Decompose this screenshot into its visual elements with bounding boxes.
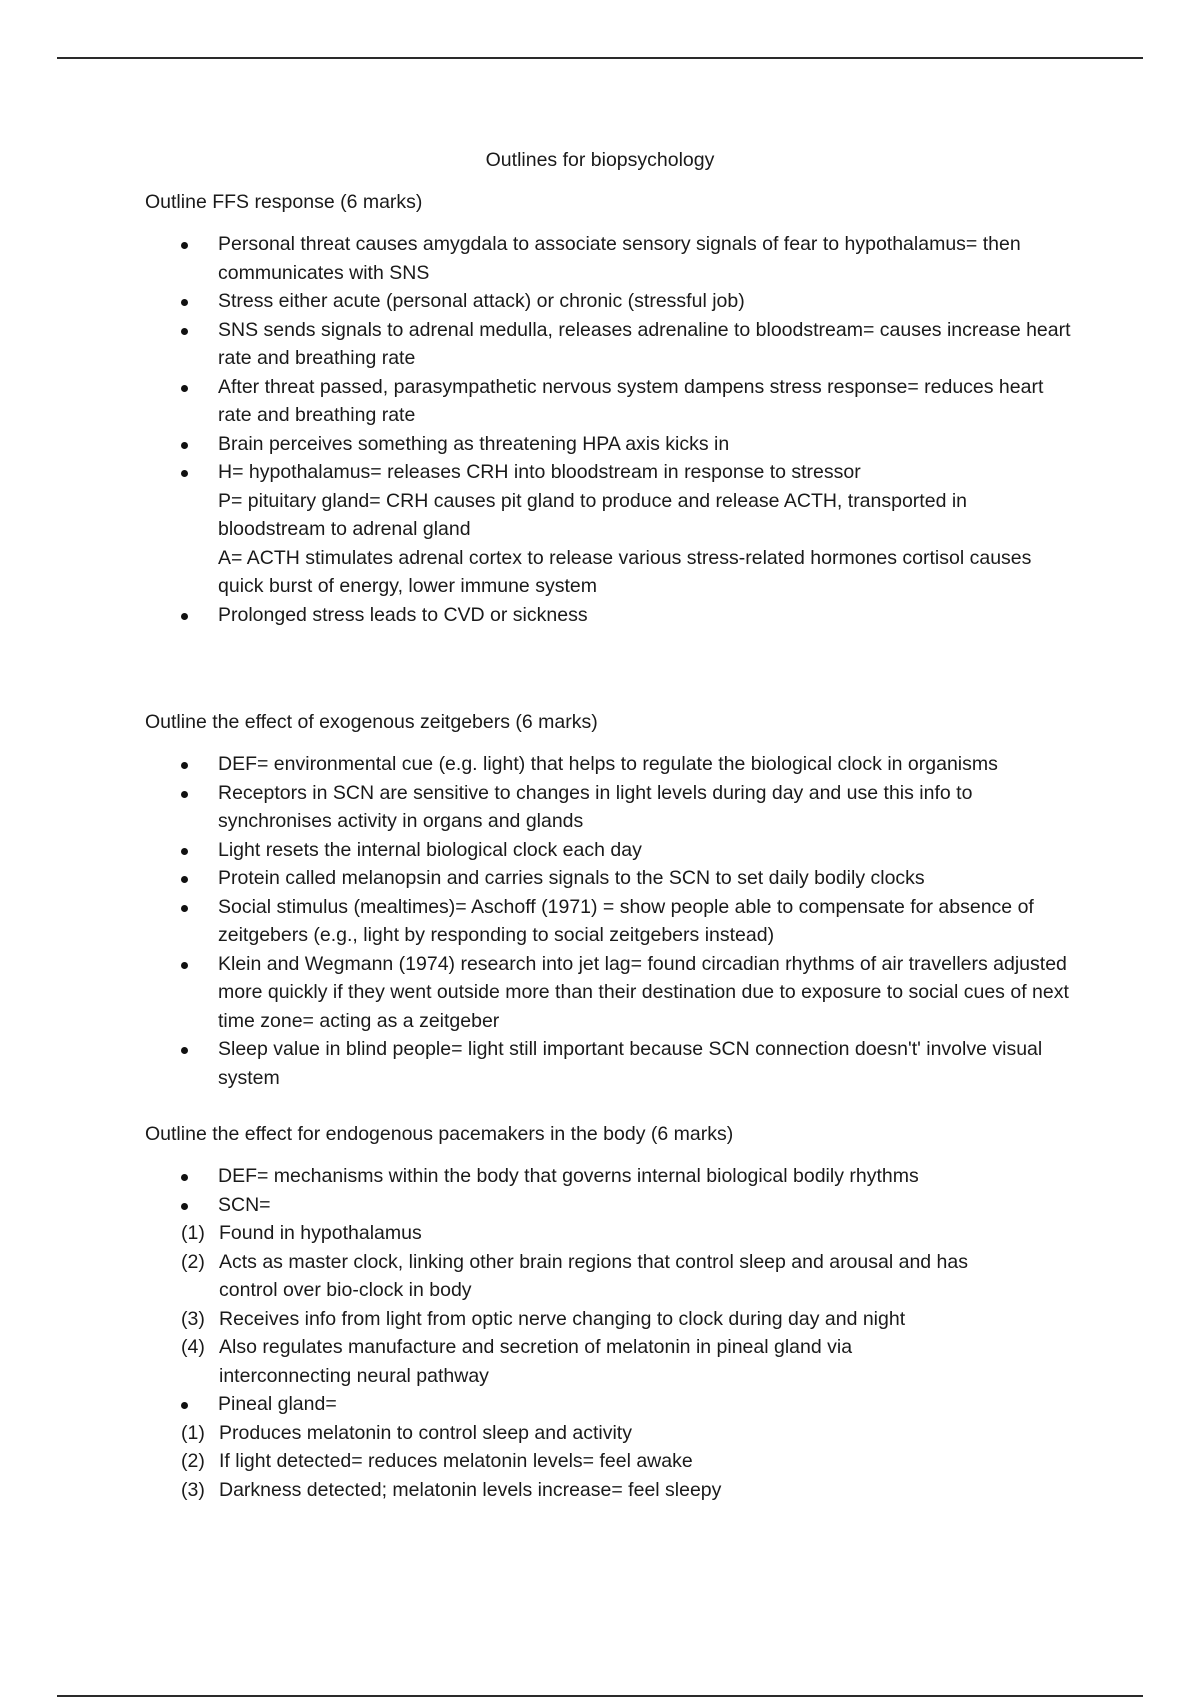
section-heading: Outline FFS response (6 marks) bbox=[145, 191, 423, 213]
list-item: (1) Produces melatonin to control sleep and activity bbox=[181, 1421, 632, 1444]
bullet-icon bbox=[181, 876, 188, 883]
bullet-icon bbox=[181, 613, 188, 620]
list-item: (3) Darkness detected; melatonin levels increase= feel sleepy bbox=[181, 1478, 722, 1501]
document-title: Outlines for biopsychology bbox=[485, 149, 715, 171]
list-item: SNS sends signals to adrenal medulla, releases adrenaline to bloodstream= causes increase heart rate and breathing rate bbox=[145, 316, 1078, 373]
list-item: Pineal gland= bbox=[145, 1390, 1078, 1419]
section-heading: Outline the effect for endogenous pacemakers in the body (6 marks) bbox=[145, 1123, 734, 1145]
list-item: Brain perceives something as threatening HPA axis kicks in bbox=[145, 430, 1078, 459]
hpa-adrenal-text: A= ACTH stimulates adrenal cortex to release various stress-related hormones cortisol causes quick burst of energy, lower immune system bbox=[218, 546, 1032, 597]
list-item: Light resets the internal biological clock each day bbox=[145, 836, 1078, 865]
section-ffs-response bbox=[145, 188, 1145, 629]
list-item: (4) Also regulates manufacture and secretion of melatonin in pineal gland via interconnecting neural pathway bbox=[181, 1336, 853, 1387]
bullet-list bbox=[145, 750, 1145, 1092]
bullet-icon bbox=[181, 385, 188, 392]
footer-rule bbox=[57, 1695, 1143, 1697]
bullet-icon bbox=[181, 1047, 188, 1054]
list-item: Social stimulus (mealtimes)= Aschoff (1971) = show people able to compensate for absence of zeitgebers (e.g., light by responding to social zeitgebers instead) bbox=[145, 893, 1078, 950]
bullet-icon bbox=[181, 299, 188, 306]
bullet-icon bbox=[181, 328, 188, 335]
bullet-icon bbox=[181, 470, 188, 477]
list-item: (1) Found in hypothalamus bbox=[181, 1222, 422, 1244]
bullet-icon bbox=[181, 1402, 188, 1409]
list-item: Receptors in SCN are sensitive to changes in light levels during day and use this info to synchronises activity in organs and glands bbox=[145, 779, 1078, 836]
list-item: H= hypothalamus= releases CRH into bloodstream in response to stressor P= pituitary gland= CRH causes pit gland to produce and release ACTH, transported in bloodstream to adrenal gland A= ACTH stimulates adrenal cortex to release various stress-related hormones cortisol causes quick burst of energy, lower immune system bbox=[145, 458, 1078, 601]
list-item: Personal threat causes amygdala to associate sensory signals of fear to hypothalamus= then communicates with SNS bbox=[145, 230, 1078, 287]
list-item: (2) Acts as master clock, linking other brain regions that control sleep and arousal and has control over bio-clock in body bbox=[181, 1250, 968, 1301]
bullet-icon bbox=[181, 791, 188, 798]
bullet-icon bbox=[181, 242, 188, 249]
bullet-list bbox=[145, 230, 1145, 629]
section-exogenous-zeitgebers bbox=[145, 708, 1145, 1092]
list-item: Sleep value in blind people= light still important because SCN connection doesn't' involve visual system bbox=[145, 1035, 1078, 1092]
bullet-icon bbox=[181, 1203, 188, 1210]
list-item: (2) If light detected= reduces melatonin levels= feel awake bbox=[181, 1450, 693, 1472]
section-heading: Outline the effect of exogenous zeitgebers (6 marks) bbox=[145, 711, 598, 733]
bullet-icon bbox=[181, 848, 188, 855]
bullet-icon bbox=[181, 905, 188, 912]
list-item: Stress either acute (personal attack) or chronic (stressful job) bbox=[145, 287, 1078, 316]
section-endogenous-pacemakers bbox=[145, 1120, 1145, 1504]
bullet-icon bbox=[181, 962, 188, 969]
list-item: (3) Receives info from light from optic nerve changing to clock during day and night bbox=[181, 1307, 906, 1330]
bullet-list bbox=[145, 1390, 1145, 1419]
list-item: After threat passed, parasympathetic nervous system dampens stress response= reduces heart rate and breathing rate bbox=[145, 373, 1078, 430]
scn-numbered-list bbox=[145, 1219, 1145, 1390]
list-item: Protein called melanopsin and carries signals to the SCN to set daily bodily clocks bbox=[145, 864, 1078, 893]
pineal-numbered-list bbox=[145, 1419, 1145, 1505]
bullet-icon bbox=[181, 1174, 188, 1181]
list-item: DEF= mechanisms within the body that governs internal biological bodily rhythms bbox=[145, 1162, 1078, 1191]
list-item: Prolonged stress leads to CVD or sickness bbox=[145, 601, 1078, 630]
list-item: Klein and Wegmann (1974) research into jet lag= found circadian rhythms of air travellers adjusted more quickly if they went outside more than their destination due to exposure to social cues of next time zone= acting as a zeitgeber bbox=[145, 950, 1078, 1036]
list-item: SCN= bbox=[145, 1191, 1078, 1220]
header-rule bbox=[57, 57, 1143, 59]
bullet-list bbox=[145, 1162, 1145, 1219]
hpa-pituitary-text: P= pituitary gland= CRH causes pit gland to produce and release ACTH, transported in bloodstream to adrenal gland bbox=[218, 489, 968, 540]
list-item: DEF= environmental cue (e.g. light) that helps to regulate the biological clock in organisms bbox=[145, 750, 1078, 779]
bullet-icon bbox=[181, 442, 188, 449]
bullet-icon bbox=[181, 762, 188, 769]
